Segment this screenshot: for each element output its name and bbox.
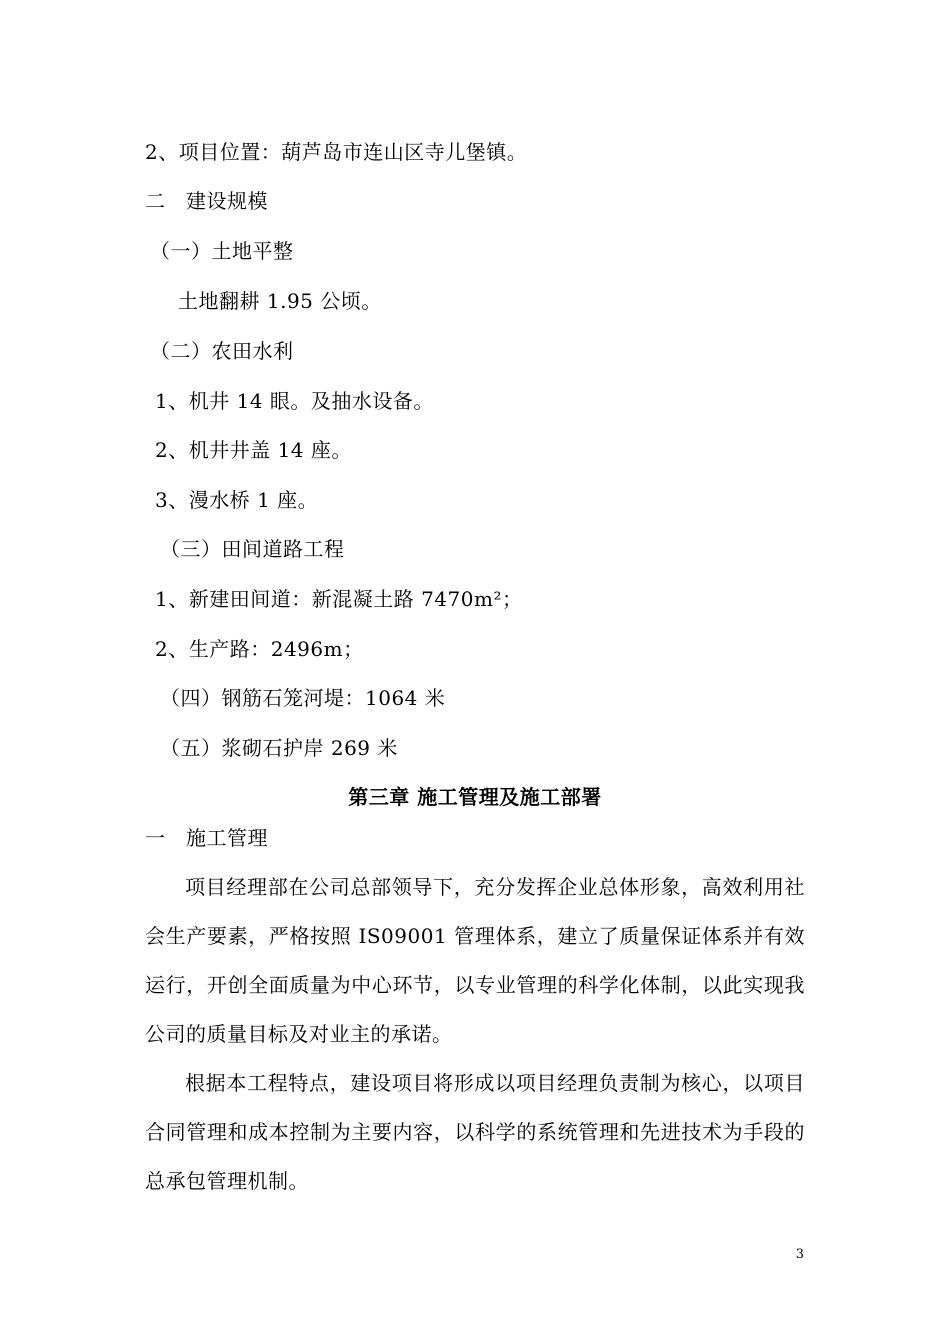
chapter-title: 第三章 施工管理及施工部署 [348,785,602,809]
list-item: 1、机井 14 眼。及抽水设备。 [155,389,434,413]
subsection-field-roads: （三）田间道路工程 [160,537,345,561]
list-item: 3、漫水桥 1 座。 [155,488,319,512]
subsection-land-leveling: （一）土地平整 [150,239,294,263]
paragraph: 根据本工程特点，建设项目将形成以项目经理负责制为核心，以项目合同管理和成本控制为主要内容，以科学的系统管理和先进技术为手段的总承包管理机制。 [145,1071,805,1193]
list-item: 2、生产路：2496m； [155,637,364,661]
page-number: 3 [795,1247,804,1262]
list-item: 1、新建田间道：新混凝土路 7470m²； [155,587,523,611]
subsection-masonry-revetment: （五）浆砌石护岸 269 米 [160,736,398,760]
subsection-gabion-embankment: （四）钢筋石笼河堤：1064 米 [160,686,446,710]
section-heading-construction-scale: 二 建设规模 [145,189,268,213]
project-location-line: 2、项目位置：葫芦岛市连山区寺儿堡镇。 [145,140,528,164]
list-item: 土地翻耕 1.95 公顷。 [178,289,382,313]
section-heading-construction-management: 一 施工管理 [145,826,268,850]
subsection-irrigation: （二）农田水利 [150,339,294,363]
list-item: 2、机井井盖 14 座。 [155,438,352,462]
paragraph: 项目经理部在公司总部领导下，充分发挥企业总体形象，高效利用社会生产要素，严格按照 IS09001 管理体系，建立了质量保证体系并有效运行，开创全面质量为中心环节，以专业管理的科学化体制，以此实现我公司的质量目标及对业主的承诺。 [145,875,805,1046]
